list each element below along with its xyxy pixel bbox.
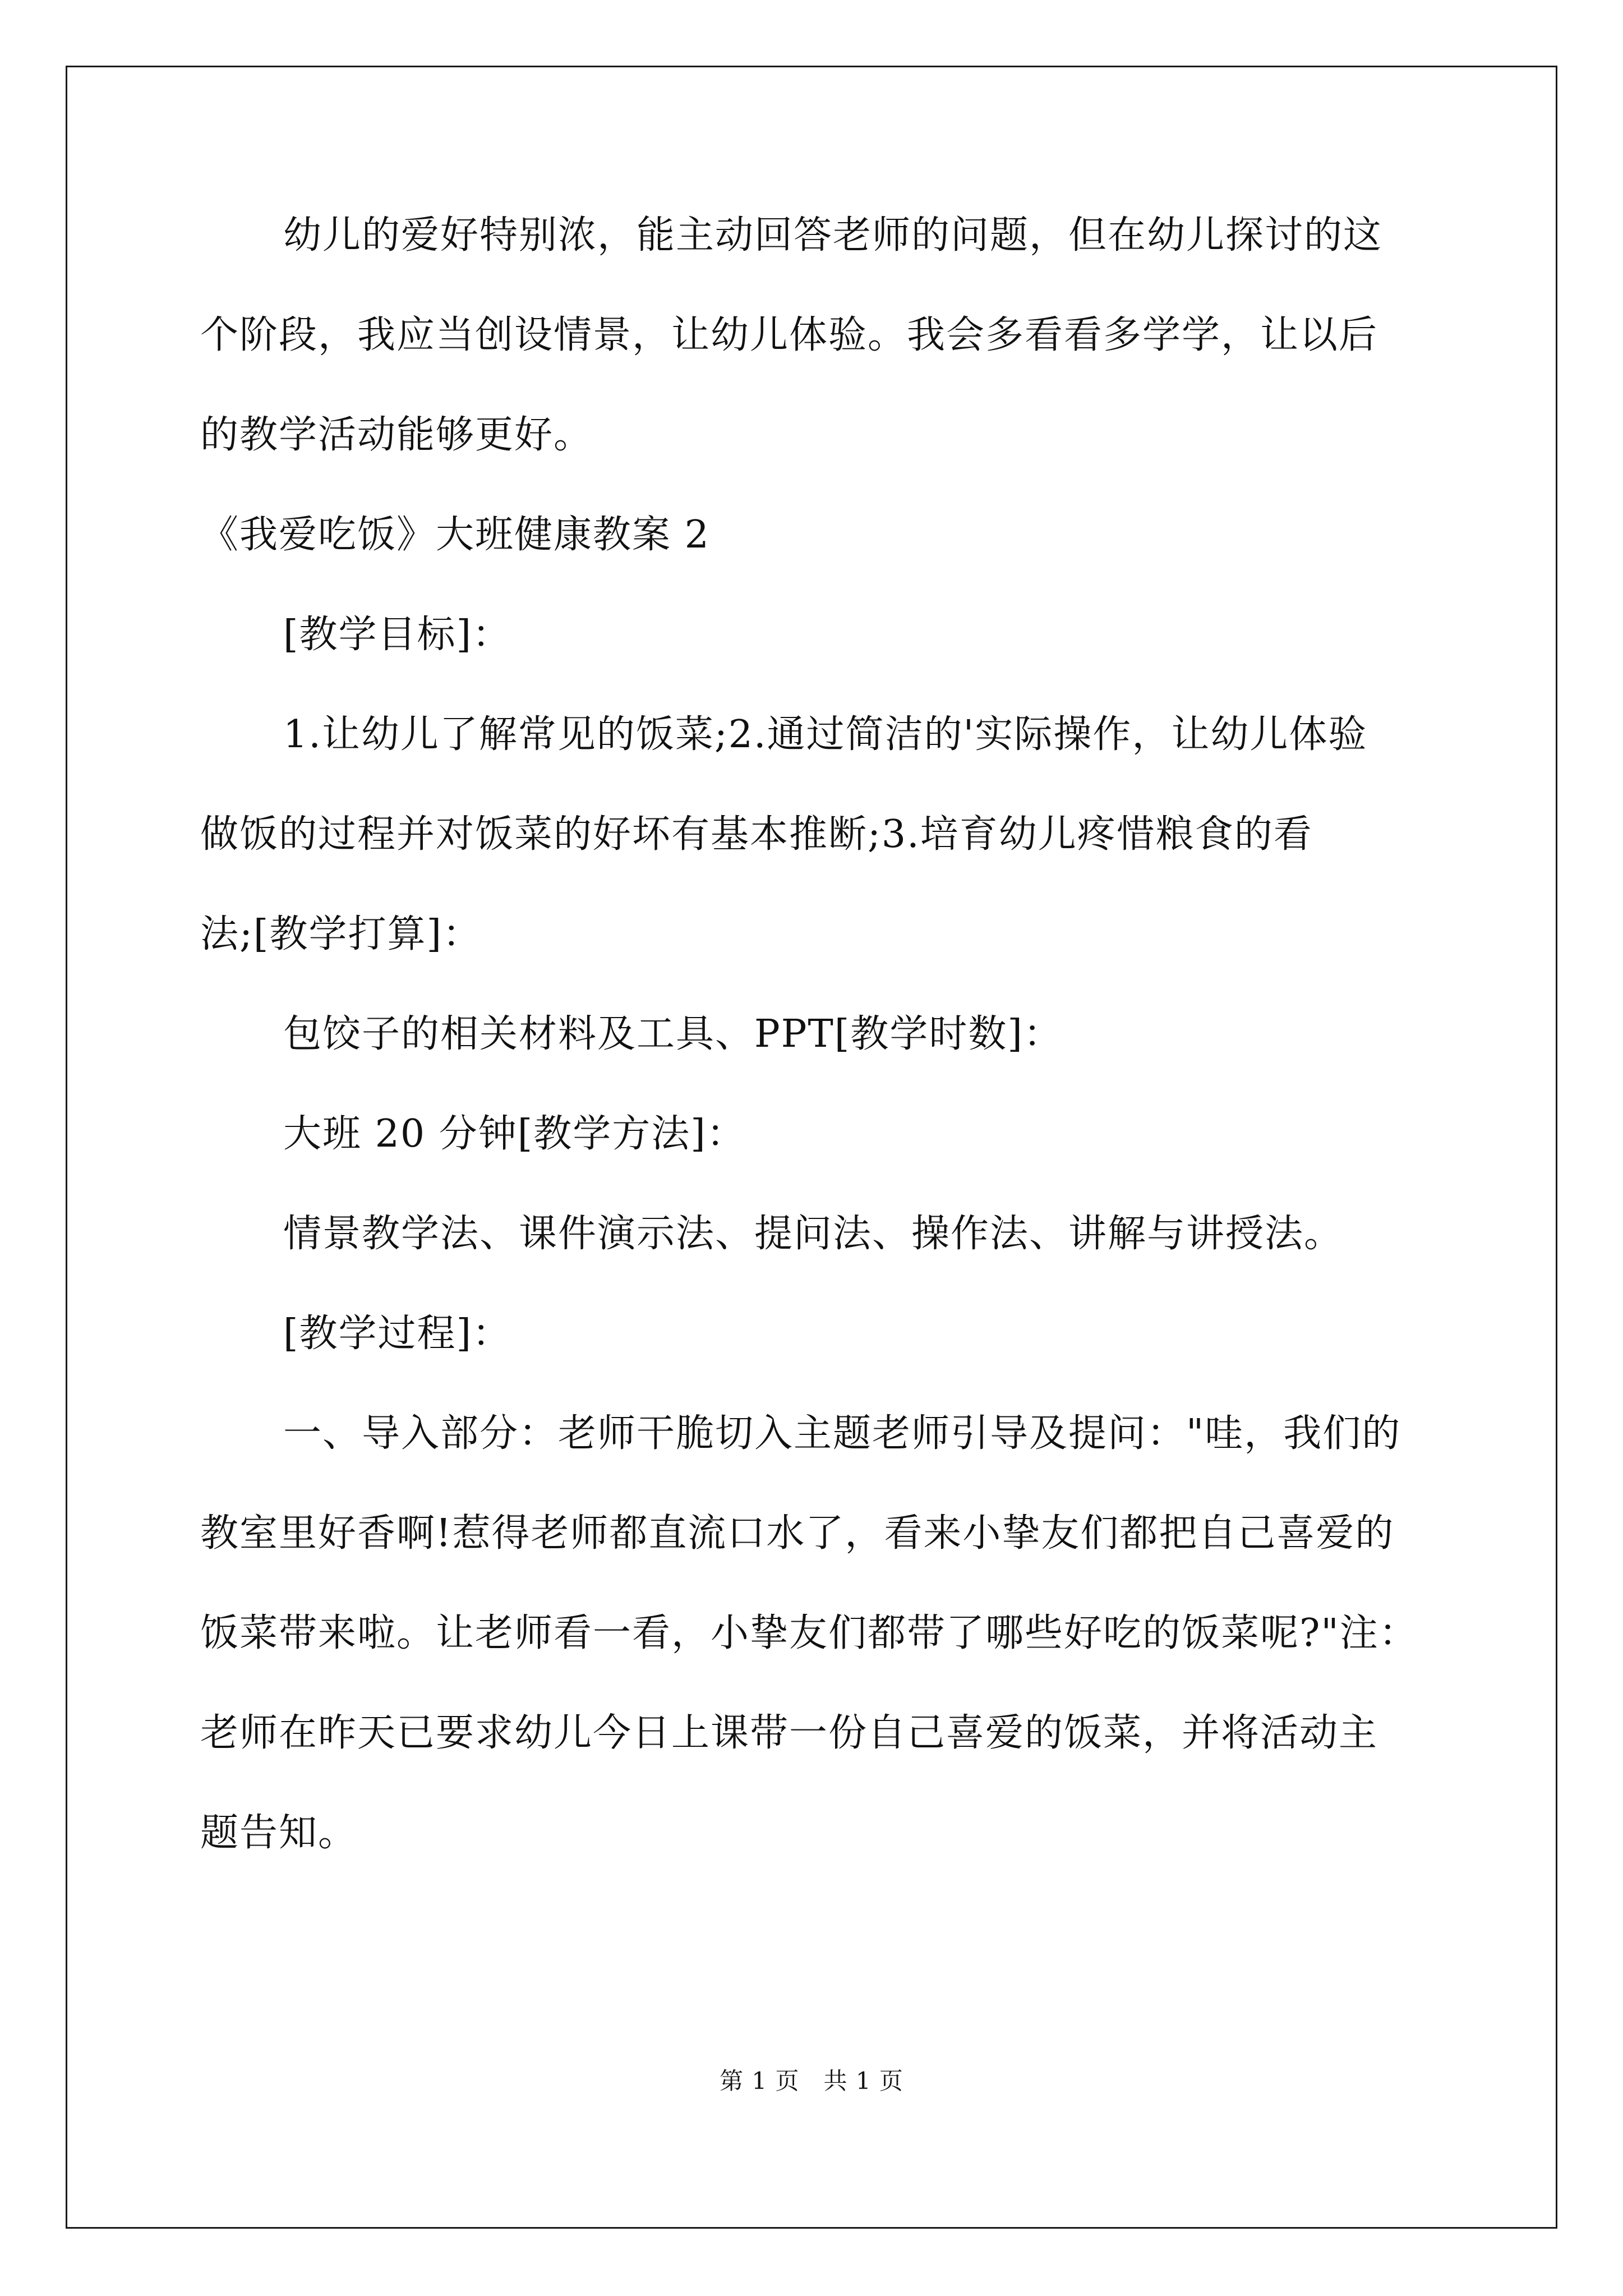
paragraph-line: 题告知。 bbox=[200, 1811, 358, 1855]
paragraph-line: 大班 20 分钟[教学方法]： bbox=[283, 1112, 746, 1156]
paragraph-line: 1.让幼儿了解常见的饭菜;2.通过简洁的'实际操作，让幼儿体验 bbox=[283, 712, 1368, 757]
paragraph-line: 老师在昨天已要求幼儿今日上课带一份自己喜爱的饭菜，并将活动主 bbox=[200, 1711, 1378, 1755]
paragraph-line: 法;[教学打算]： bbox=[200, 912, 482, 956]
paragraph-line: 饭菜带来啦。让老师看一看，小挚友们都带了哪些好吃的饭菜呢?"注： bbox=[200, 1611, 1418, 1655]
paragraph-line: 情景教学法、课件演示法、提问法、操作法、讲解与讲授法。 bbox=[283, 1212, 1344, 1256]
paragraph-line: 一、导入部分：老师干脆切入主题老师引导及提问："哇，我们的 bbox=[283, 1411, 1401, 1456]
page-footer: 第 1 页 共 1 页 bbox=[720, 2067, 903, 2095]
paragraph-line: 做饭的过程并对饭菜的好坏有基本推断;3.培育幼儿疼惜粮食的看 bbox=[200, 812, 1313, 857]
paragraph-line: 幼儿的爱好特别浓，能主动回答老师的问题，但在幼儿探讨的这 bbox=[283, 213, 1383, 257]
paragraph-line: 个阶段，我应当创设情景，让幼儿体验。我会多看看多学学，让以后 bbox=[200, 313, 1378, 357]
paragraph-line: 包饺子的相关材料及工具、PPT[教学时数]： bbox=[283, 1012, 1063, 1056]
section-heading: [教学目标]： bbox=[283, 613, 512, 657]
section-title: 《我爱吃饭》大班健康教案 2 bbox=[200, 513, 710, 557]
paragraph-line: 教室里好香啊!惹得老师都直流口水了，看来小挚友们都把自己喜爱的 bbox=[200, 1511, 1395, 1556]
paragraph-line: 的教学活动能够更好。 bbox=[200, 413, 593, 457]
section-heading: [教学过程]： bbox=[283, 1312, 512, 1356]
